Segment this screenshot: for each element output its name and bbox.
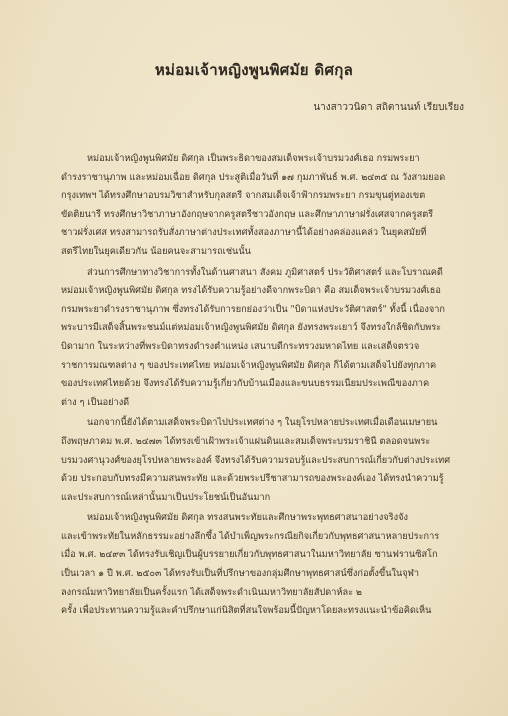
body-line: เป็นเวลา ๑ ปี พ.ศ. ๒๕๐๓ ได้ทรงรับเป็นที่ปรึกษาของกลุ่มศึกษาพุทธศาสน์ซึ่งก่อตั้งขึ้นในจุฬา xyxy=(61,568,420,580)
body-line: ด้วย ประกอบกับทรงมีความสนพระทัย และด้วยพระปรีชาสามารถของพระองค์เอง ได้ทรงนำความรู้ xyxy=(61,473,444,485)
body-line: หม่อมเจ้าหญิงพูนพิศมัย ดิศกุล ทรงสนพระทัยและศึกษาพระพุทธศาสนาอย่างจริงจัง xyxy=(87,512,408,524)
body-line: ขัดติยนารี ทรงศึกษาวิชาภาษาอังกฤษจากครูสตรีชาวอังกฤษ และศึกษาภาษาฝรั่งเศสจากครูสตรี xyxy=(61,208,434,220)
body-line: ครั้ง เพื่อประทานความรู้และคำปรึกษาแก่นิสิตที่สนใจพร้อมนี้ปัญหาโดยละทรงแนะนำข้อคิดเห็น xyxy=(61,605,432,617)
document-title: หม่อมเจ้าหญิงพูนพิศมัย ดิศกุล xyxy=(154,61,354,79)
body-line: ลงกรณ์มหาวิทยาลัยเป็นครั้งแรก ได้เสด็จพระดำเนินมหาวิทยาลัยสัปดาห์ละ ๒ xyxy=(61,586,362,598)
body-line: เมื่อ พ.ศ. ๒๔๙๓ ได้ทรงรับเชิญเป็นผู้บรรยายเกี่ยวกับพุทธศาสนาในมหาวิทยาลัย ซานฟรานซิสโก xyxy=(61,549,438,561)
body-line: สตรีไทยในยุคเดียวกัน น้อยคนจะสามารถเช่นนั้น xyxy=(61,245,251,257)
body-line: และประสบการณ์เหล่านั้นมาเป็นประโยชน์เป็นอันมาก xyxy=(61,491,271,503)
body-line: ดำรงราชานุภาพ และหม่อมเฉื่อย ดิศกุล ประสูติเมื่อวันที่ ๑๗ กุมภาพันธ์ พ.ศ. ๒๔๓๕ ณ วังสามยอด xyxy=(61,171,446,183)
body-line: หม่อมเจ้าหญิงพูนพิศมัย ดิศกุล เป็นพระธิดาของสมเด็จพระเจ้าบรมวงศ์เธอ กรมพระยา xyxy=(87,153,420,164)
body-line: บรมวงศานุวงศ์ของยุโรปหลายพระองค์ จึงทรงได้รับความรอบรู้และประสบการณ์เกี่ยวกับต่างประเทศ xyxy=(61,454,451,466)
body-line: ของประเทศไทยด้วย จึงทรงได้รับความรู้เกี่ยวกับบ้านเมืองและขนบธรรมเนียมประเพณีของภาค xyxy=(61,378,430,390)
body-line: นอกจากนี้ยังได้ตามเสด็จพระบิดาไปประเทศต่าง ๆ ในยุโรปหลายประเทศเมื่อเดือนเมษายน xyxy=(87,417,438,429)
body-line: ราชการมณฑลต่าง ๆ ของประเทศไทย หม่อมเจ้าหญิงพูนพิศมัย ดิศกุล ก็ได้ตามเสด็จไปยังทุกภาค xyxy=(61,359,437,371)
body-line: ส่วนการศึกษาทางวิชาการทั้งในด้านศาสนา สังคม ภูมิศาสตร์ ประวัติศาสตร์ และโบราณคดี xyxy=(87,266,443,278)
body-line: หม่อมเจ้าหญิงพูนพิศมัย ดิศกุล ทรงได้รับความรู้อย่างดีจากพระบิดา คือ สมเด็จพระเจ้าบรมวงศ์เธอ xyxy=(61,285,441,297)
body-line: กรุงเทพฯ ได้ทรงศึกษาอบรมวิชาสำหรับกุลสตรี จากสมเด็จเจ้าฟ้ากรมพระยา กรมขุนตู่ทองเขต xyxy=(61,190,426,202)
author-line: นางสาววนิดา สถิตานนท์ เรียบเรียง xyxy=(313,102,464,113)
body-line: พระบารมีเสด็จสิ้นพระชนม์แต่หม่อมเจ้าหญิงพูนพิศมัย ดิศกุล ยังทรงพระเยาว์ จึงทรงใกล้ชิดกับพระ xyxy=(61,322,442,334)
body-line: และเข้าพระทัยในหลักธรรมะอย่างลึกซึ้ง ได้บำเพ็ญพระกรณียกิจเกี่ยวกับพุทธศาสนาหลายประการ xyxy=(61,530,440,542)
body-line: ถึงพฤษภาคม พ.ศ. ๒๔๗๓ ได้ทรงเข้าเฝ้าพระเจ้าแผ่นดินและสมเด็จพระบรมราชินี ตลอดจนพระ xyxy=(61,435,431,447)
body-line: บิดามาก ในระหว่างที่พระบิดาทรงดำรงตำแหน่ง เสนาบดีกระทรวงมหาดไทย และเสด็จตรวจ xyxy=(61,340,420,352)
body-line: ต่าง ๆ เป็นอย่างดี xyxy=(61,396,130,408)
body-line: กรมพระยาดำรงราชานุภาพ ซึ่งทรงได้รับการยกย่องว่าเป็น "บิดาแห่งประวัติศาสตร์" ทั้งนี้ เนื่องจาก xyxy=(61,303,445,315)
document-body xyxy=(61,150,464,621)
body-line: ชาวฝรั่งเศส ทรงสามารถรับสั่งภาษาต่างประเทศทั้งสองภาษานี้ได้อย่างคล่องแคล่ว ในยุคสมัยที่ xyxy=(61,227,427,239)
